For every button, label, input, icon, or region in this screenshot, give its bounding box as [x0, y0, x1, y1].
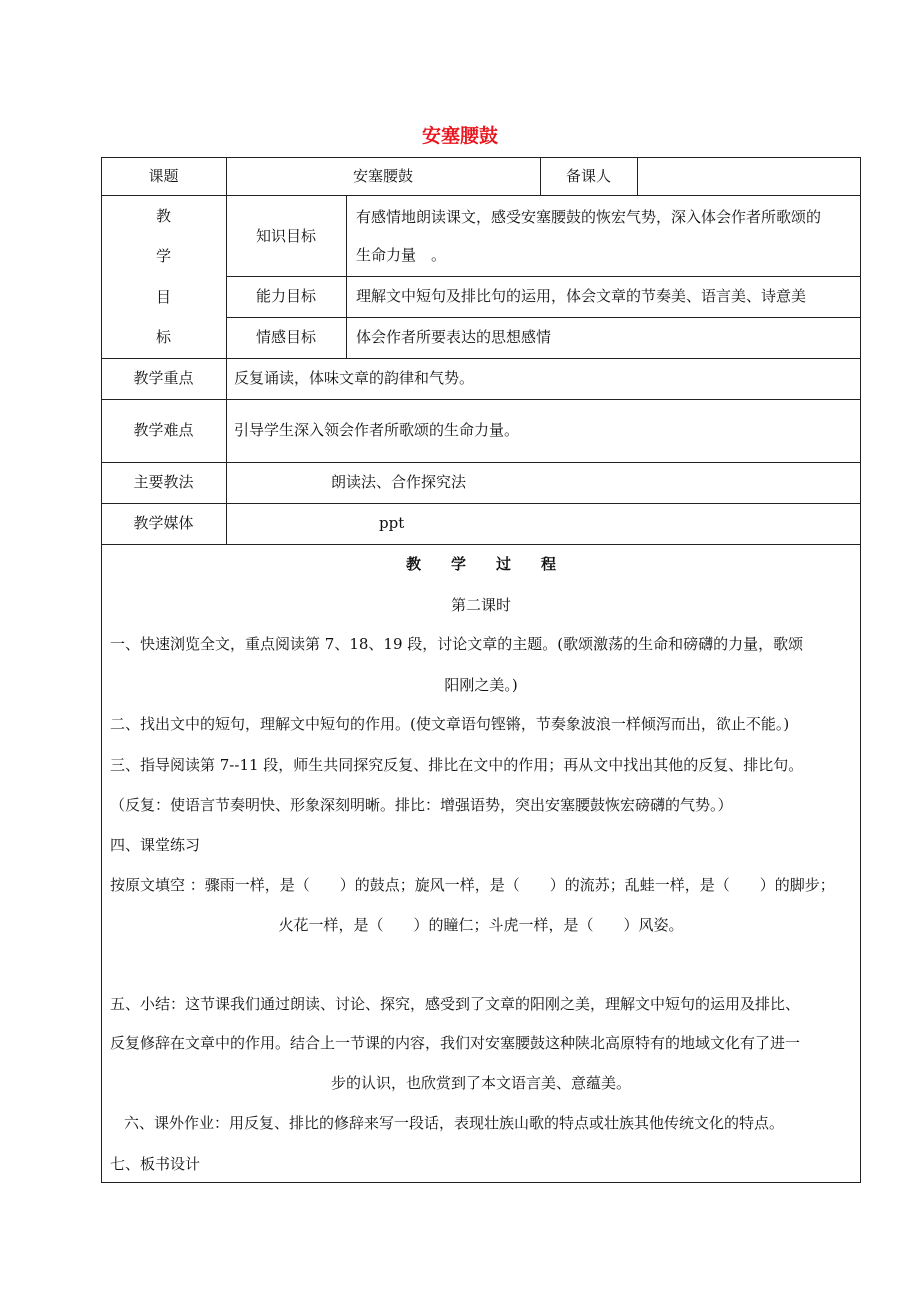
emotion-goal-label: 情感目标	[255, 328, 316, 346]
emotion-goal-text: 体会作者所要表达的思想感情	[356, 328, 552, 346]
ability-goal-text: 理解文中短句及排比句的运用，体会文章的节奏美、语言美、诗意美	[356, 287, 807, 305]
row-divider	[226, 317, 861, 318]
process-step: 四、课堂练习	[110, 836, 201, 854]
difficulty-label: 教学难点	[133, 421, 194, 439]
difficulty-text: 引导学生深入领会作者所歌颂的生命力量。	[234, 421, 520, 439]
column-divider	[226, 157, 227, 544]
column-divider	[346, 195, 347, 358]
summary-text: 五、小结：这节课我们通过朗读、讨论、探究，感受到了文章的阳刚之美，理解文中短句的运用及排比、	[110, 995, 801, 1013]
key-point-label: 教学重点	[133, 369, 194, 387]
row-divider	[101, 544, 861, 545]
row-divider	[101, 399, 861, 400]
document-title: 安塞腰鼓	[421, 125, 498, 147]
summary-text: 步的认识，也欣赏到了本文语言美、意蕴美。	[330, 1074, 631, 1092]
knowledge-goal-text: 有感情地朗读课文，感受安塞腰鼓的恢宏气势，深入体会作者所歌颂的	[356, 208, 822, 226]
ability-goal-label: 能力目标	[255, 287, 316, 305]
process-step: 三、指导阅读第 7--11 段，师生共同探究反复、排比在文中的作用；再从文中找出其他的反复、排比句。	[110, 756, 804, 774]
method-label: 主要教法	[133, 473, 194, 491]
lesson-number: 第二课时	[450, 596, 511, 614]
key-point-text: 反复诵读，体味文章的韵律和气势。	[234, 369, 475, 387]
row-divider	[101, 358, 861, 359]
knowledge-goal-label: 知识目标	[255, 227, 316, 245]
process-heading: 教 学 过 程	[405, 555, 556, 573]
process-step: 二、找出文中的短句，理解文中短句的作用。(使文章语句铿锵，节奏象波浪一样倾泻而出，欲止不能。)	[110, 715, 790, 733]
process-step: （反复：使语言节奏明快、形象深刻明晰。排比：增强语势，突出安塞腰鼓恢宏磅礴的气势。）	[110, 796, 733, 814]
goals-label-char: 标	[155, 328, 171, 346]
subject-label: 课题	[148, 167, 179, 185]
lesson-plan-table	[101, 157, 861, 1183]
goals-label-char: 目	[155, 288, 171, 306]
goals-label-char: 学	[155, 247, 171, 265]
goals-label-char: 教	[155, 207, 171, 225]
row-divider	[101, 503, 861, 504]
media-label: 教学媒体	[133, 514, 194, 532]
row-divider	[226, 276, 861, 277]
summary-text: 反复修辞在文章中的作用。结合上一节课的内容，我们对安塞腰鼓这种陕北高原特有的地域文化有了进一	[110, 1034, 801, 1052]
knowledge-goal-text: 生命力量 。	[356, 246, 447, 264]
row-divider	[101, 462, 861, 463]
process-step: 一、快速浏览全文，重点阅读第 7、18、19 段，讨论文章的主题。(歌颂激荡的生命和磅礴的力量，歌颂	[110, 635, 804, 653]
exercise-text: 火花一样，是（ ）的瞳仁；斗虎一样，是（ ）风姿。	[278, 916, 684, 934]
homework-text: 六、课外作业：用反复、排比的修辞来写一段话，表现壮族山歌的特点或壮族其他传统文化的特点。	[124, 1114, 785, 1132]
subject-value: 安塞腰鼓	[352, 167, 413, 185]
preparer-label: 备课人	[565, 167, 611, 185]
column-divider	[637, 157, 638, 195]
blackboard-design: 七、板书设计	[110, 1155, 201, 1173]
row-divider	[101, 195, 861, 196]
process-step: 阳刚之美。)	[444, 676, 518, 694]
exercise-text: 按原文填空 ：骤雨一样，是（ ）的鼓点；旋风一样，是（ ）的流苏；乱蛙一样，是（ ）的脚步；	[110, 876, 835, 894]
method-text: 朗读法、合作探究法	[331, 473, 467, 491]
media-text: ppt	[379, 514, 405, 532]
